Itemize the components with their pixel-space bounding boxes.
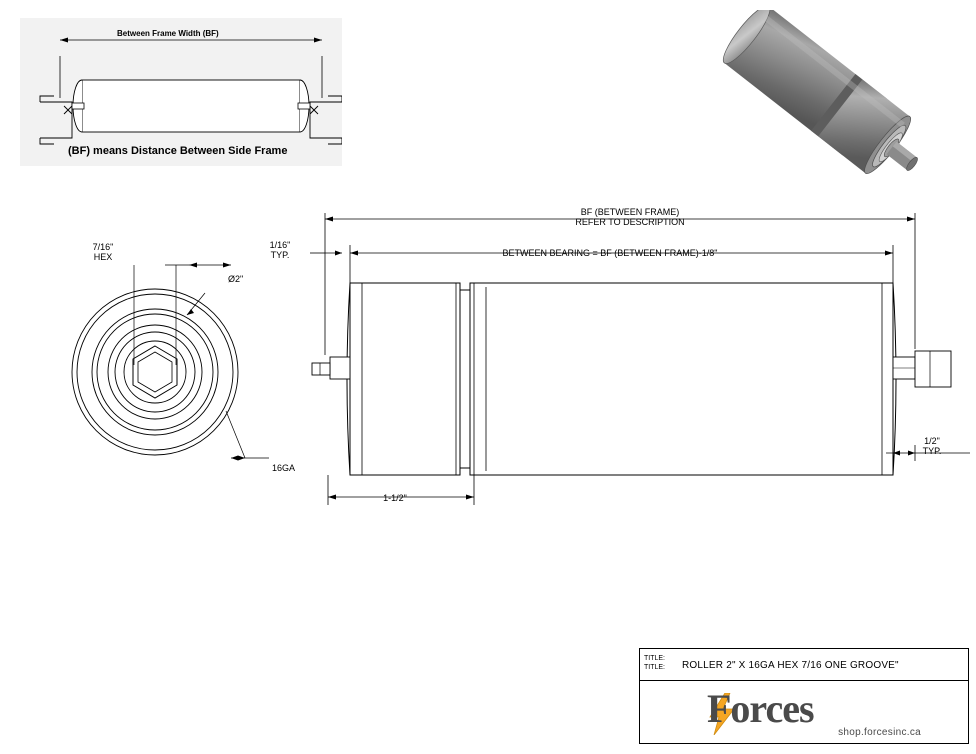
right-typ-label (910, 437, 954, 457)
overall-dimension-label (420, 208, 840, 228)
isometric-roller-view (700, 10, 970, 195)
diameter-label: Ø2" (228, 274, 244, 284)
hex-label-text: HEX (93, 251, 113, 262)
title-block (639, 648, 969, 744)
title-row (640, 649, 968, 681)
title-label-line2: TITLE: (644, 664, 666, 672)
between-bearing-label: BETWEEN BEARING = BF (BETWEEN FRAME)-1/8" (502, 248, 718, 258)
bf-explanation-inset (20, 18, 342, 166)
left-typ-line1: 1/16" (269, 240, 291, 250)
title-label-line1: TITLE: (644, 655, 666, 662)
groove-dimension-label: 1-1/2" (383, 493, 407, 503)
left-typ-label (258, 241, 302, 261)
end-view (55, 265, 275, 485)
company-logo (640, 681, 968, 744)
left-typ-line2: TYP. (270, 249, 290, 260)
hex-size-value: 7/16" (92, 242, 114, 252)
logo-url: shop.forcesinc.ca (838, 726, 921, 738)
inset-dimension-label: Between Frame Width (BF) (117, 29, 219, 38)
inset-graphic (20, 18, 342, 166)
overall-dimension-line2: REFER TO DESCRIPTION (575, 216, 685, 227)
overall-dimension-line1: BF (BETWEEN FRAME) (580, 207, 680, 217)
inset-caption: (BF) means Distance Between Side Frame (68, 145, 288, 157)
hex-size-label (78, 243, 128, 263)
right-typ-line2: TYP. (922, 445, 942, 456)
gauge-label: 16GA (272, 463, 296, 473)
logo-wordmark: Forces (707, 685, 814, 731)
right-typ-line1: 1/2" (924, 436, 940, 446)
drawing-title: ROLLER 2" X 16GA HEX 7/16 ONE GROOVE" (682, 660, 899, 671)
title-block-label (644, 654, 665, 673)
isometric-roller-graphic (700, 10, 970, 195)
end-view-graphic (55, 265, 275, 485)
